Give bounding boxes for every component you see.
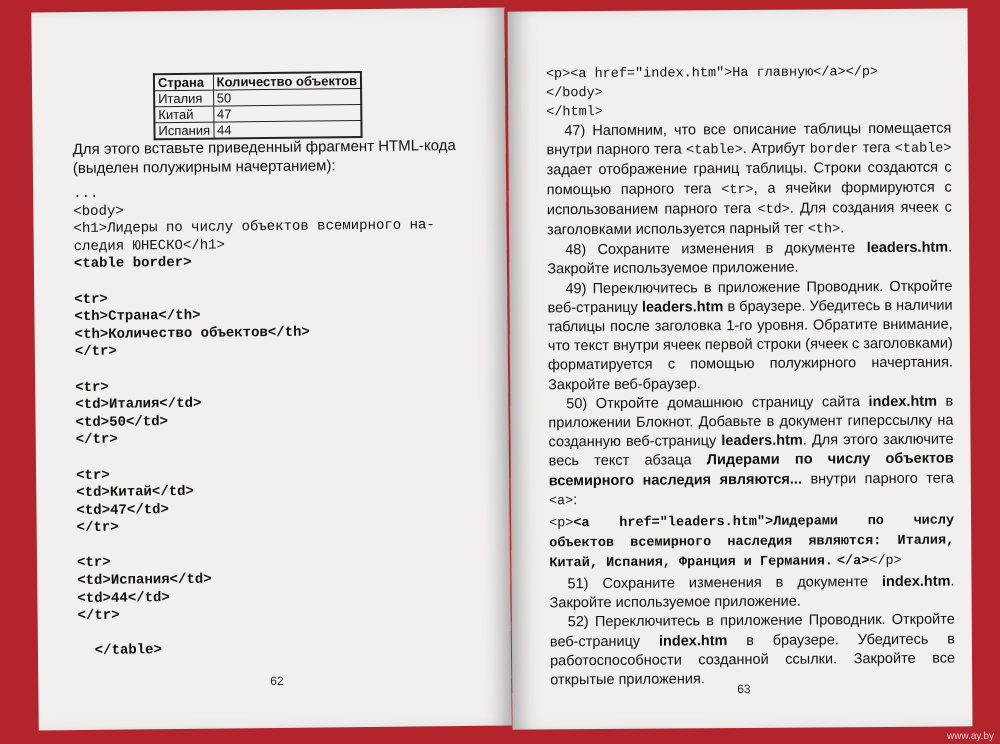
filename: leaders.htm: [866, 239, 949, 257]
code-line: <tr>: [76, 467, 110, 484]
countries-table: [153, 71, 363, 140]
filename: index.htm: [658, 632, 728, 650]
right-page: [507, 8, 972, 729]
code-line: <p><a href="index.htm">На главную</a></p>: [545, 65, 879, 83]
inline-code: border: [809, 142, 859, 158]
inline-code: <th>: [807, 222, 841, 238]
code-line: <th>Страна</th>: [74, 307, 201, 326]
code-line: <th>Количество объектов</th>: [74, 324, 310, 343]
code-fragment: Лидерами по числу объектов всемирного наследия являются: Италия, Китай, Испания, Франция и Германия.: [549, 513, 955, 572]
text: . Для этого заключите весь текст абзаца: [548, 431, 954, 470]
table-cell: Италия: [154, 90, 213, 107]
code-line: <tr>: [74, 291, 108, 308]
code-line: <td>50</td>: [75, 413, 169, 431]
text: . Закройте используемое приложение.: [549, 573, 955, 612]
code-line: <td>Италия</td>: [75, 395, 202, 414]
code-line: <td>Испания</td>: [77, 571, 212, 590]
inline-code: <a>: [548, 494, 574, 510]
inline-code: <td>: [757, 202, 790, 218]
code-fragment: </p>: [869, 553, 902, 570]
text: . Атрибут: [742, 140, 810, 158]
code-line: <table border>: [73, 255, 192, 273]
text: .: [840, 220, 845, 237]
text: , а ячейки формируются с использованием парного тега: [546, 179, 952, 219]
code-fragment: </a>: [836, 554, 870, 570]
right-page-text: [546, 63, 955, 691]
paragraph-50: [548, 392, 954, 511]
text: Откройте домашнюю страницу сайта: [595, 393, 869, 412]
text: внутри парного тега: [801, 470, 954, 488]
table-header-row: [154, 72, 361, 91]
code-line: следия ЮНЕСКО</h1>: [73, 237, 226, 255]
filename: leaders.htm: [641, 298, 724, 316]
paragraph-49: [547, 277, 953, 395]
page-number: 62: [270, 673, 284, 689]
text: Переключитесь в приложение Проводник. Откройте веб-страницу: [549, 611, 955, 651]
table-cell: Испания: [154, 122, 213, 139]
code-line: </tr>: [76, 519, 119, 537]
text: . Закройте используемое приложение.: [547, 239, 953, 278]
inline-code: <tr>: [721, 182, 754, 198]
code-line: </table>: [77, 642, 163, 660]
text: . Для создания ячеек с заголовками используется парный тег: [546, 199, 952, 239]
paragraph-51: [549, 573, 954, 614]
code-fragment: <p>: [549, 516, 574, 532]
text: Напомним, что все описание таблицы помещается внутри парного тега: [546, 120, 952, 159]
left-page: [31, 8, 511, 731]
filename: index.htm: [868, 393, 938, 410]
text: Сохраните изменения в документе: [597, 240, 867, 259]
table-cell: 47: [213, 105, 361, 123]
step-number: 47): [564, 123, 586, 140]
inline-code: <table>: [686, 143, 743, 159]
filename: leaders.htm: [721, 432, 803, 450]
text: задает отображение границ таблицы. Строки создаются с помощью парного тега: [546, 159, 952, 198]
code-line: <body>: [73, 203, 124, 220]
code-line: <td>47</td>: [76, 501, 169, 519]
code-line: </body>: [546, 85, 603, 102]
code-line: <h1>Лидеры по числу объектов всемирного на-: [73, 217, 435, 238]
code-block: [549, 511, 954, 574]
inline-code: <table>: [894, 141, 952, 158]
step-number: 50): [566, 395, 588, 413]
code-line: <td>44</td>: [77, 589, 170, 607]
code-line: </tr>: [77, 607, 120, 625]
page-number: 63: [737, 681, 751, 697]
step-number: 49): [565, 280, 587, 297]
code-fragment: <a href="leaders.htm">: [573, 514, 774, 532]
paragraph-47: [546, 120, 952, 242]
intro-line: Для этого вставьте приведенный фрагмент HTML-кода: [72, 137, 456, 159]
paragraph-52: [550, 611, 956, 691]
text: в браузере. Убедитесь в работоспособности созданной ссылки. Закройте все открытые приложения.: [549, 631, 956, 689]
code-line: <tr>: [75, 379, 109, 396]
code-line: </html>: [546, 104, 603, 121]
code-line: </tr>: [74, 343, 117, 361]
text: в приложении Блокнот. Добавьте в документ гиперссылку на созданную веб-страницу: [548, 393, 954, 451]
code-snippet-top: [546, 63, 951, 123]
table-cell: 50: [213, 89, 361, 107]
text: в браузере. Убедитесь в наличии таблицы после заголовка 1-го уровня. Обратите внимание, что текст внутри ячеек первой строки (ячеек с заголовками) форматируется с помощью полужирного начертания. Закройте веб-браузер.: [547, 297, 954, 393]
paragraph-48: [547, 239, 952, 280]
table-cell: Китай: [154, 106, 213, 123]
text: Сохраните изменения в документе: [602, 574, 883, 593]
intro-line: (выделен полужирным начертанием):: [72, 157, 336, 178]
text: :: [573, 491, 578, 509]
text: Переключитесь в приложение Проводник. Откройте веб-страницу: [547, 278, 953, 317]
code-line: <td>Китай</td>: [76, 483, 194, 502]
table-header: Страна: [154, 74, 213, 91]
text: тега: [858, 140, 895, 157]
table-cell: 44: [214, 121, 362, 139]
step-number: 48): [565, 242, 587, 259]
intro-text: [73, 136, 493, 178]
code-line: </tr>: [75, 431, 118, 449]
code-line: ...: [73, 185, 99, 203]
step-number: 52): [567, 614, 589, 631]
bold-phrase: Лидерами по числу объектов всемирного наследия являются...: [548, 450, 954, 489]
table-header: Количество объектов: [213, 72, 361, 90]
code-listing: [73, 182, 498, 661]
filename: index.htm: [881, 573, 951, 591]
code-line: <tr>: [76, 555, 111, 572]
step-number: 51): [567, 576, 589, 593]
watermark: www.ay.by: [946, 731, 994, 742]
